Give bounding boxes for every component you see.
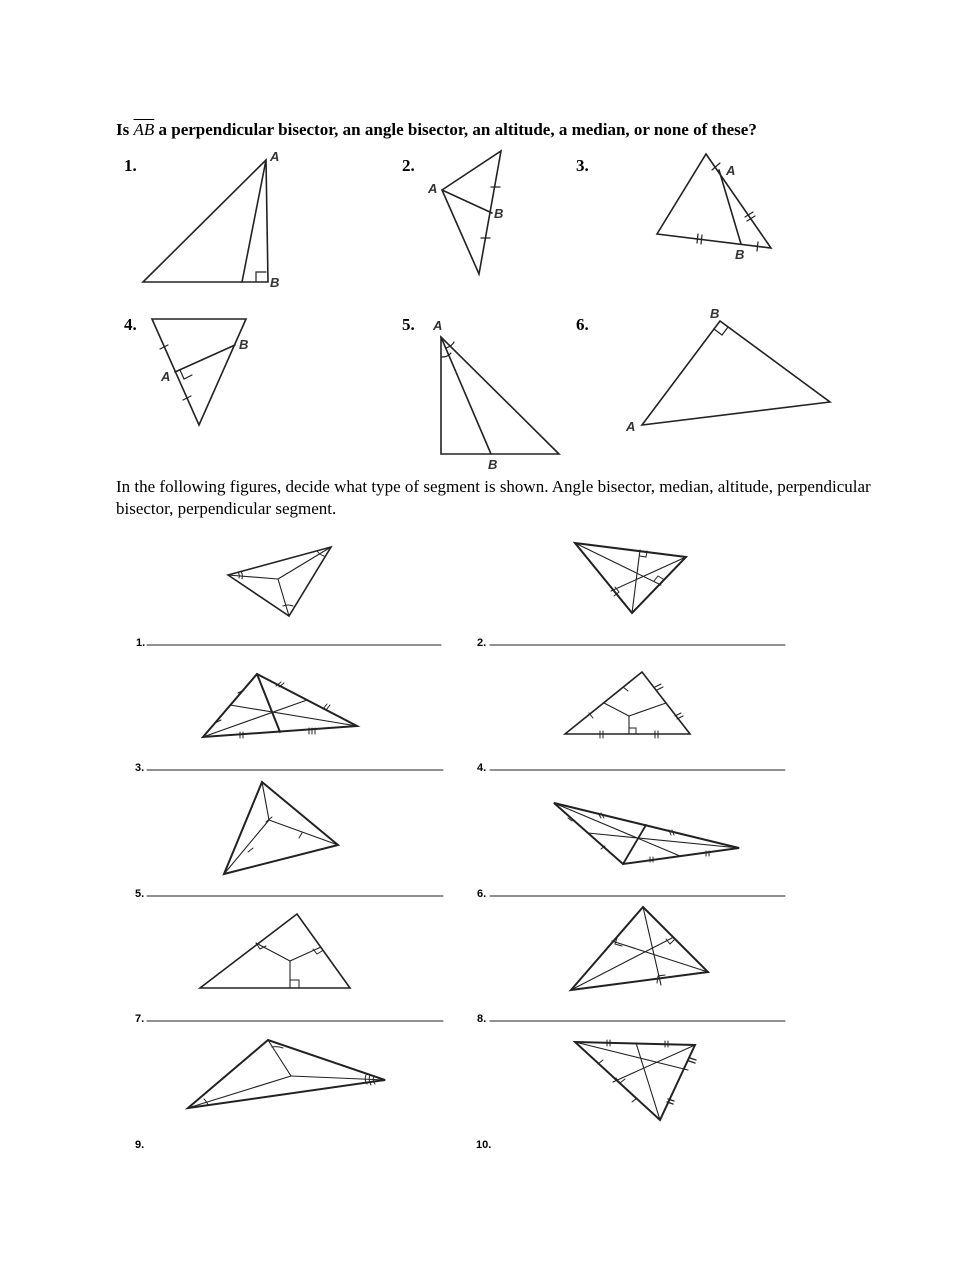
item-5-figure: [224, 782, 338, 874]
item-8-figure: [571, 907, 708, 990]
label-a: A: [270, 149, 280, 164]
label-b: B: [735, 247, 745, 262]
label-a: A: [626, 419, 636, 434]
label-b: B: [239, 337, 249, 352]
item-9-figure: [188, 1040, 385, 1108]
problem-number: 1.: [124, 156, 137, 175]
item-1-number: 1.: [136, 637, 146, 649]
item-1-figure: [228, 547, 331, 616]
label-a: A: [428, 181, 438, 196]
item-2-number: 2.: [477, 637, 487, 649]
item-7-figure: [200, 914, 350, 988]
item-6-figure: [554, 803, 739, 864]
item-5-number: 5.: [135, 888, 145, 900]
figure-1-triangle: [143, 149, 279, 290]
figure-4-triangle: [152, 319, 248, 425]
label-b: B: [270, 275, 280, 290]
label-a: A: [433, 318, 443, 333]
figure-2-triangle: [427, 151, 503, 274]
part2-instructions: In the following figures, decide what type of segment is shown. Angle bisector, median, altitude, perpendicular bisector, perpendicular segment.: [116, 477, 871, 518]
label-a: A: [726, 163, 736, 178]
item-3-number: 3.: [135, 762, 145, 774]
item-3-figure: [203, 674, 357, 738]
figure-6-triangle: [625, 306, 830, 434]
figure-5-triangle: [432, 318, 559, 472]
question-suffix: a perpendicular bisector, an angle bisector, an altitude, a median, or none of these?: [158, 120, 757, 139]
label-b: B: [494, 206, 504, 221]
item-4-figure: [565, 672, 690, 738]
question-prefix: Is: [116, 120, 130, 139]
segment-ab: $\overline{AB}$: [133, 120, 155, 139]
problem-number: 2.: [402, 156, 415, 175]
label-b: B: [488, 457, 498, 472]
problem-number: 5.: [402, 315, 415, 334]
label-b: B: [710, 306, 720, 321]
figure-3-triangle: [657, 154, 771, 262]
problem-number: 3.: [576, 156, 589, 175]
item-8-number: 8.: [477, 1013, 487, 1025]
item-10-number: 10.: [476, 1139, 492, 1151]
label-a: A: [161, 369, 171, 384]
item-4-number: 4.: [477, 762, 487, 774]
problem-number: 4.: [124, 315, 137, 334]
item-7-number: 7.: [135, 1013, 145, 1025]
item-2-figure: [575, 543, 686, 613]
problem-number: 6.: [576, 315, 589, 334]
item-9-number: 9.: [135, 1139, 145, 1151]
item-10-figure: [575, 1040, 696, 1120]
item-6-number: 6.: [477, 888, 487, 900]
